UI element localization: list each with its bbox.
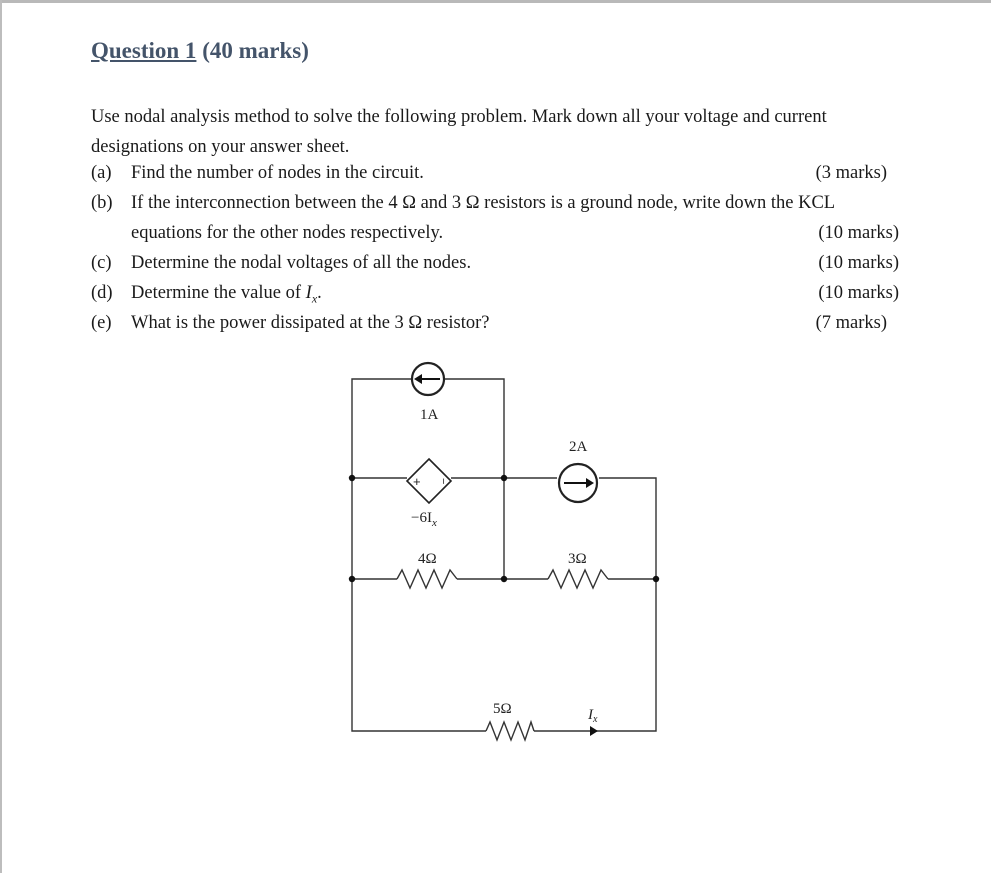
ix-label <box>587 707 598 725</box>
instructions-paragraph: Use nodal analysis method to solve the following problem. Mark down all your voltage and current designations on your answer sheet. <box>91 107 827 157</box>
node-dot-right-lower <box>653 576 659 582</box>
dependent-minus-sign: − <box>437 478 449 485</box>
dependent-label-sub: x <box>431 517 437 529</box>
current-source-1a <box>412 363 444 395</box>
ix-label-sub: x <box>593 714 598 725</box>
part-a-text: Find the number of nodes in the circuit. <box>131 163 424 183</box>
node-dot-left-lower <box>349 576 355 582</box>
resistor-5ohm <box>486 722 534 740</box>
circuit-diagram <box>340 355 670 750</box>
dependent-source-label <box>411 510 437 529</box>
node-dot-center-lower <box>501 576 507 582</box>
label-3ohm: 3Ω <box>568 551 587 567</box>
part-b <box>91 193 899 223</box>
page-left-border <box>0 0 2 873</box>
node-dot-left-middle <box>349 475 355 481</box>
part-e-letter: (e) <box>91 313 112 333</box>
question-link[interactable]: Question 1 <box>91 38 197 63</box>
question-heading <box>91 38 309 64</box>
part-d <box>91 283 899 313</box>
ix-arrow-icon <box>590 726 598 736</box>
part-e <box>91 313 899 343</box>
label-2a: 2A <box>569 439 588 455</box>
part-b-marks: (10 marks) <box>818 223 899 243</box>
resistor-4ohm <box>397 570 457 588</box>
part-a <box>91 163 899 193</box>
ix-label-var: I <box>588 707 593 723</box>
part-b-letter: (b) <box>91 193 113 213</box>
dependent-label-prefix: −6I <box>411 510 432 526</box>
part-b-text-line2: equations for the other nodes respectively. <box>131 223 444 243</box>
resistor-3ohm <box>548 570 608 588</box>
part-d-text <box>131 283 322 307</box>
dependent-voltage-source <box>407 459 451 503</box>
part-d-marks: (10 marks) <box>818 283 899 303</box>
part-b-continued <box>91 223 899 253</box>
part-d-suffix: . <box>317 283 322 303</box>
part-a-marks: (3 marks) <box>815 163 887 183</box>
part-d-letter: (d) <box>91 283 113 303</box>
question-marks: (40 marks) <box>202 38 309 63</box>
page-top-border <box>0 0 991 3</box>
part-b-text-line1: If the interconnection between the 4 Ω and 3 Ω resistors is a ground node, write down the KCL <box>131 193 836 213</box>
node-dot-center-middle <box>501 475 507 481</box>
part-e-marks: (7 marks) <box>815 313 887 333</box>
part-d-text-prefix: Determine the value of <box>131 283 306 303</box>
part-d-sub: x <box>311 291 318 306</box>
part-c-marks: (10 marks) <box>818 253 899 273</box>
part-e-text: What is the power dissipated at the 3 Ω resistor? <box>131 313 490 333</box>
part-d-var: I <box>305 283 312 303</box>
part-c <box>91 253 899 283</box>
part-c-letter: (c) <box>91 253 112 273</box>
part-c-text: Determine the nodal voltages of all the nodes. <box>131 253 472 273</box>
current-source-2a <box>559 464 597 502</box>
label-4ohm: 4Ω <box>418 551 437 567</box>
part-a-letter: (a) <box>91 163 112 183</box>
label-1a: 1A <box>420 407 439 423</box>
label-5ohm: 5Ω <box>493 701 512 717</box>
dependent-plus-sign: + <box>413 474 421 489</box>
